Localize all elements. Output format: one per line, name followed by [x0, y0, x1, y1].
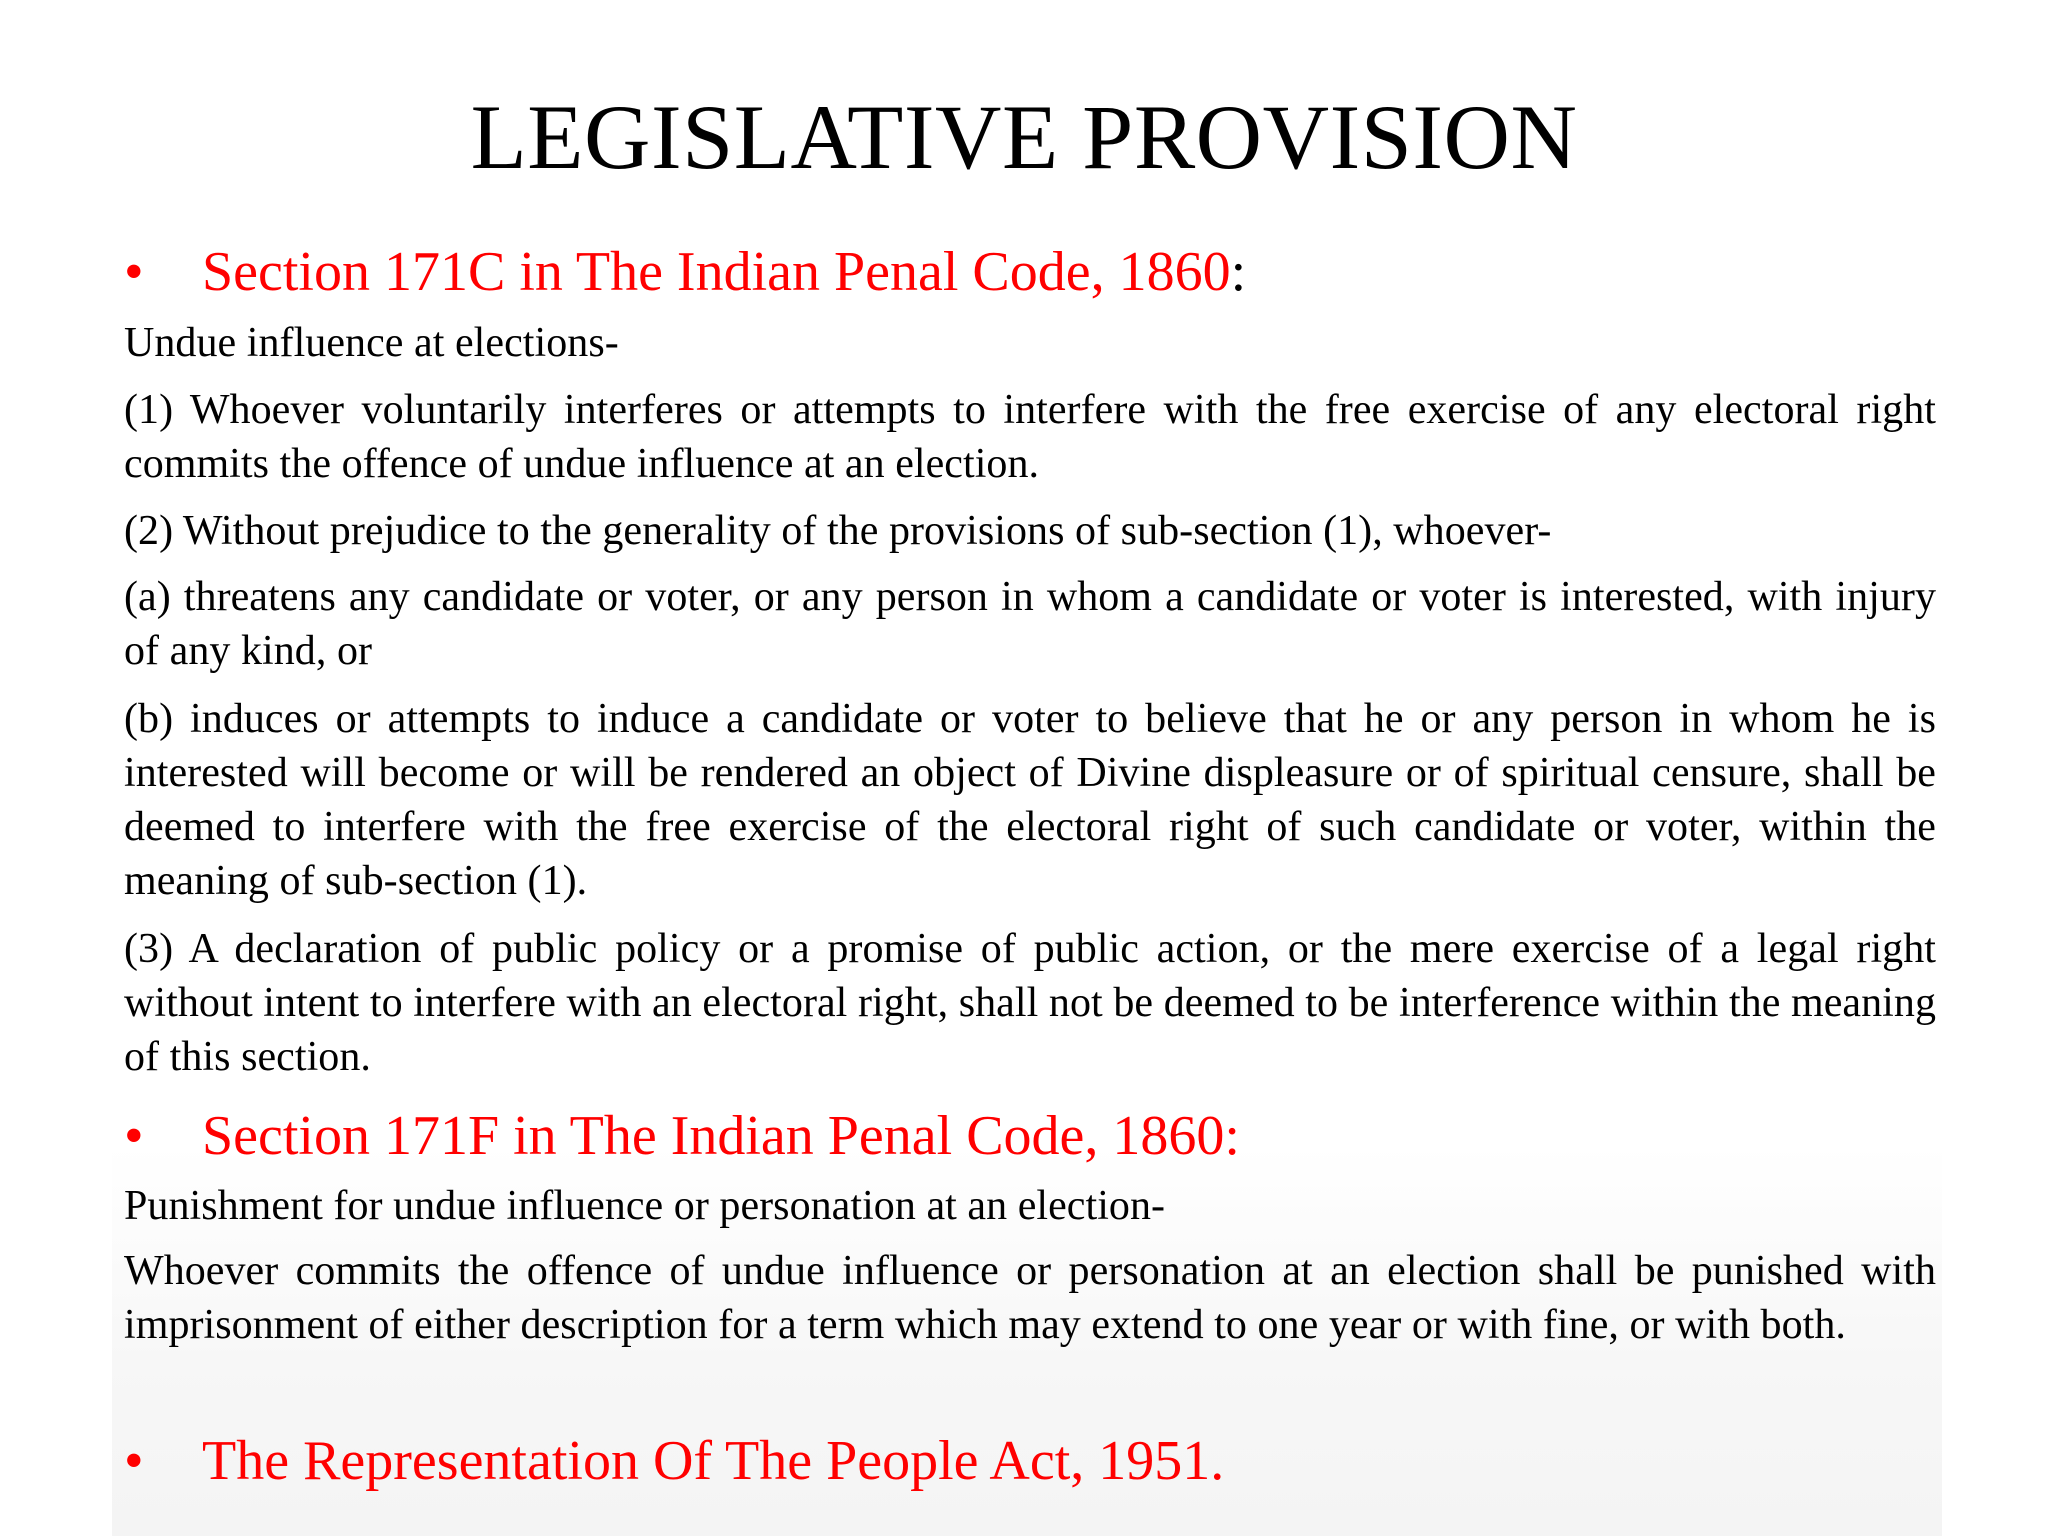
- bullet-icon: •: [124, 1105, 144, 1167]
- section-171c-title: [202, 238, 1246, 306]
- section-171c-paragraph-2: (2) Without prejudice to the generality of the provisions of sub-section (1), whoever-: [124, 508, 1552, 554]
- section-171f-paragraph: Whoever commits the offence of undue influence or personation at an election shall be punished with imprisonment of either description for a term which may extend to one year or with fine, or with both.: [124, 1248, 1936, 1348]
- section-171c-paragraph-b: (b) induces or attempts to induce a candidate or voter to believe that he or any person in whom he is interested will become or will be rendered an object of Divine displeasure or of spiritual censure, shall be deemed to interfere with the free exercise of the electoral right of such candidate or voter, within the meaning of sub-section (1).: [124, 696, 1936, 904]
- section-171c-paragraph-a: (a) threatens any candidate or voter, or any person in whom a candidate or voter is interested, with injury of any kind, or: [124, 574, 1936, 674]
- section-171c-paragraph-1: (1) Whoever voluntarily interferes or attempts to interfere with the free exercise of any electoral right commits the offence of undue influence at an election.: [124, 387, 1936, 487]
- bullet-icon: •: [124, 1430, 144, 1492]
- slide-title: LEGISLATIVE PROVISION: [470, 86, 1578, 188]
- bullet-icon: •: [124, 241, 144, 303]
- section-171f-title: Section 171F in The Indian Penal Code, 1860:: [202, 1105, 1240, 1167]
- section-171c-paragraph-3: (3) A declaration of public policy or a promise of public action, or the mere exercise of a legal right without intent to interfere with an electoral right, shall not be deemed to be interference within the meaning of this section.: [124, 926, 1936, 1080]
- section-171c-title-colon: :: [1230, 241, 1247, 303]
- section-171c-subtitle: Undue influence at elections-: [124, 320, 619, 366]
- section-171f-subtitle: Punishment for undue influence or personation at an election-: [124, 1183, 1166, 1229]
- representation-act-title: The Representation Of The People Act, 1951.: [202, 1430, 1225, 1492]
- section-171c-title-text: Section 171C in The Indian Penal Code, 1860: [202, 241, 1231, 303]
